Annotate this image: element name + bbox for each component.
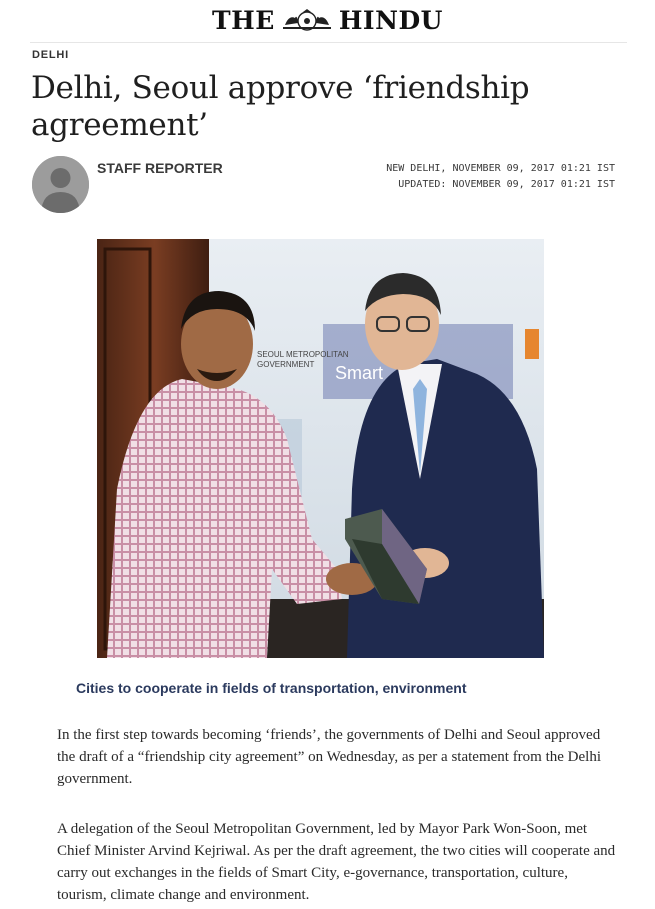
article-paragraph: In the first step towards becoming ‘friends’, the governments of Delhi and Seoul approved the draft of a “friendship city agreement” on Wednesday, as per a statement from the Delhi government. bbox=[57, 727, 601, 787]
author-name[interactable]: STAFF REPORTER bbox=[97, 160, 223, 176]
article-paragraph: A delegation of the Seoul Metropolitan Government, led by Mayor Park Won-Soon, met Chief Minister Arvind Kejriwal. As per the draft agreement, the two cities will cooperate and carry out exchanges in the fields of Smart City, e-governance, transportation, culture, tourism, climate change and environment. bbox=[57, 821, 616, 903]
logo-word-hindu: HINDU bbox=[338, 5, 443, 35]
section-label[interactable]: DELHI bbox=[32, 49, 69, 61]
article-photo bbox=[97, 239, 544, 658]
backdrop-text-2: GOVERNMENT bbox=[257, 360, 315, 369]
crest-emblem-icon bbox=[281, 9, 333, 31]
photo-illustration bbox=[97, 239, 544, 658]
user-silhouette-icon bbox=[32, 156, 89, 213]
author-avatar bbox=[32, 156, 89, 213]
article-dates bbox=[386, 161, 615, 193]
site-logo[interactable] bbox=[212, 6, 443, 35]
publish-date: NEW DELHI, NOVEMBER 09, 2017 01:21 IST bbox=[386, 163, 615, 174]
masthead-divider bbox=[30, 42, 627, 43]
masthead bbox=[0, 0, 655, 40]
photo-caption: Cities to cooperate in fields of transportation, environment bbox=[76, 680, 467, 696]
article-headline: Delhi, Seoul approve ‘friendship agreement’ bbox=[31, 70, 530, 143]
logo-word-the: THE bbox=[212, 5, 275, 35]
updated-date: UPDATED: NOVEMBER 09, 2017 01:21 IST bbox=[398, 179, 615, 190]
backdrop-text-1: SEOUL METROPOLITAN bbox=[257, 350, 349, 359]
screen-text: Smart bbox=[335, 363, 384, 383]
